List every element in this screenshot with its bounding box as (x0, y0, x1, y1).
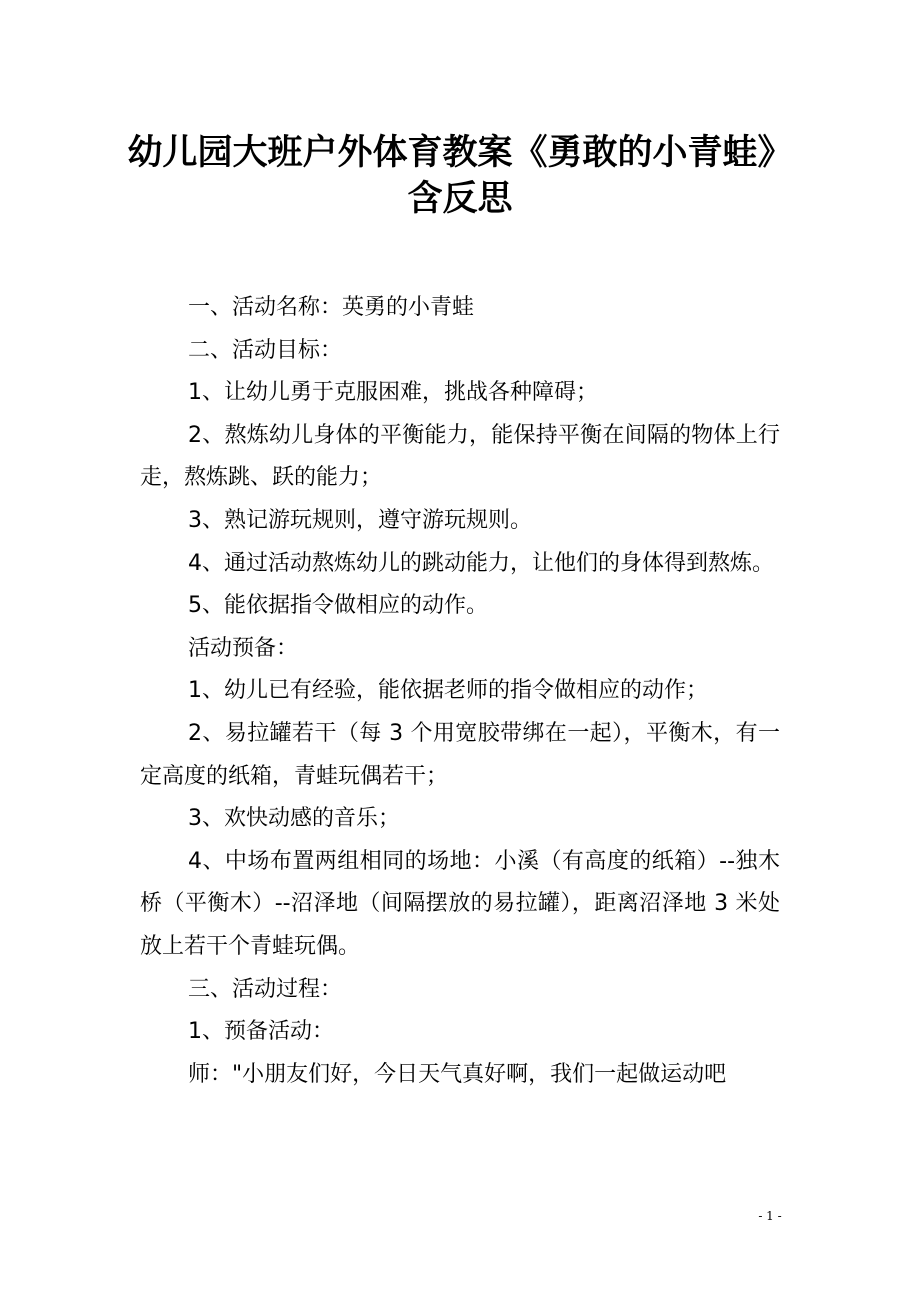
paragraph-preparation-heading: 活动预备： (188, 635, 299, 661)
paragraph-process-heading: 三、活动过程： (188, 976, 343, 1002)
paragraph-preparation-2: 2、易拉罐若干（每 3 个用宽胶带绑在一起），平衡木，有一定高度的纸箱，青蛙玩偶若干； (140, 720, 780, 789)
paragraph-goal-4: 4、通过活动熬炼幼儿的跳动能力，让他们的身体得到熬炼。 (188, 550, 774, 576)
paragraph-activity-name: 一、活动名称：英勇的小青蛙 (188, 295, 475, 320)
paragraph-goals-heading: 二、活动目标： (188, 337, 343, 363)
page-number: - 1 - (758, 1209, 782, 1223)
document-title-line-2: 含反思 (407, 178, 513, 219)
paragraph-goal-5: 5、能依据指令做相应的动作。 (188, 593, 488, 619)
paragraph-preparation-3: 3、欢快动感的音乐； (188, 806, 400, 832)
document-title-line-1: 幼儿园大班户外体育教案《勇敢的小青蛙》 (127, 132, 793, 173)
paragraph-process-1: 1、预备活动： (188, 1019, 334, 1045)
paragraph-preparation-4: 4、中场布置两组相同的场地：小溪（有高度的纸箱）--独木桥（平衡木）--沼泽地（间隔摆放的易拉罐），距离沼泽地 3 米处放上若干个青蛙玩偶。 (140, 848, 780, 959)
paragraph-teacher-speech: 师："小朋友们好，今日天气真好啊，我们一起做运动吧 (188, 1061, 727, 1087)
paragraph-goal-1: 1、让幼儿勇于克服困难，挑战各种障碍； (188, 380, 598, 406)
paragraph-goal-3: 3、熟记游玩规则，遵守游玩规则。 (188, 507, 532, 533)
paragraph-preparation-1: 1、幼儿已有经验，能依据老师的指令做相应的动作； (188, 678, 708, 704)
paragraph-goal-2: 2、熬炼幼儿身体的平衡能力，能保持平衡在间隔的物体上行走，熬炼跳、跃的能力； (140, 422, 780, 491)
document-body (140, 287, 780, 1096)
